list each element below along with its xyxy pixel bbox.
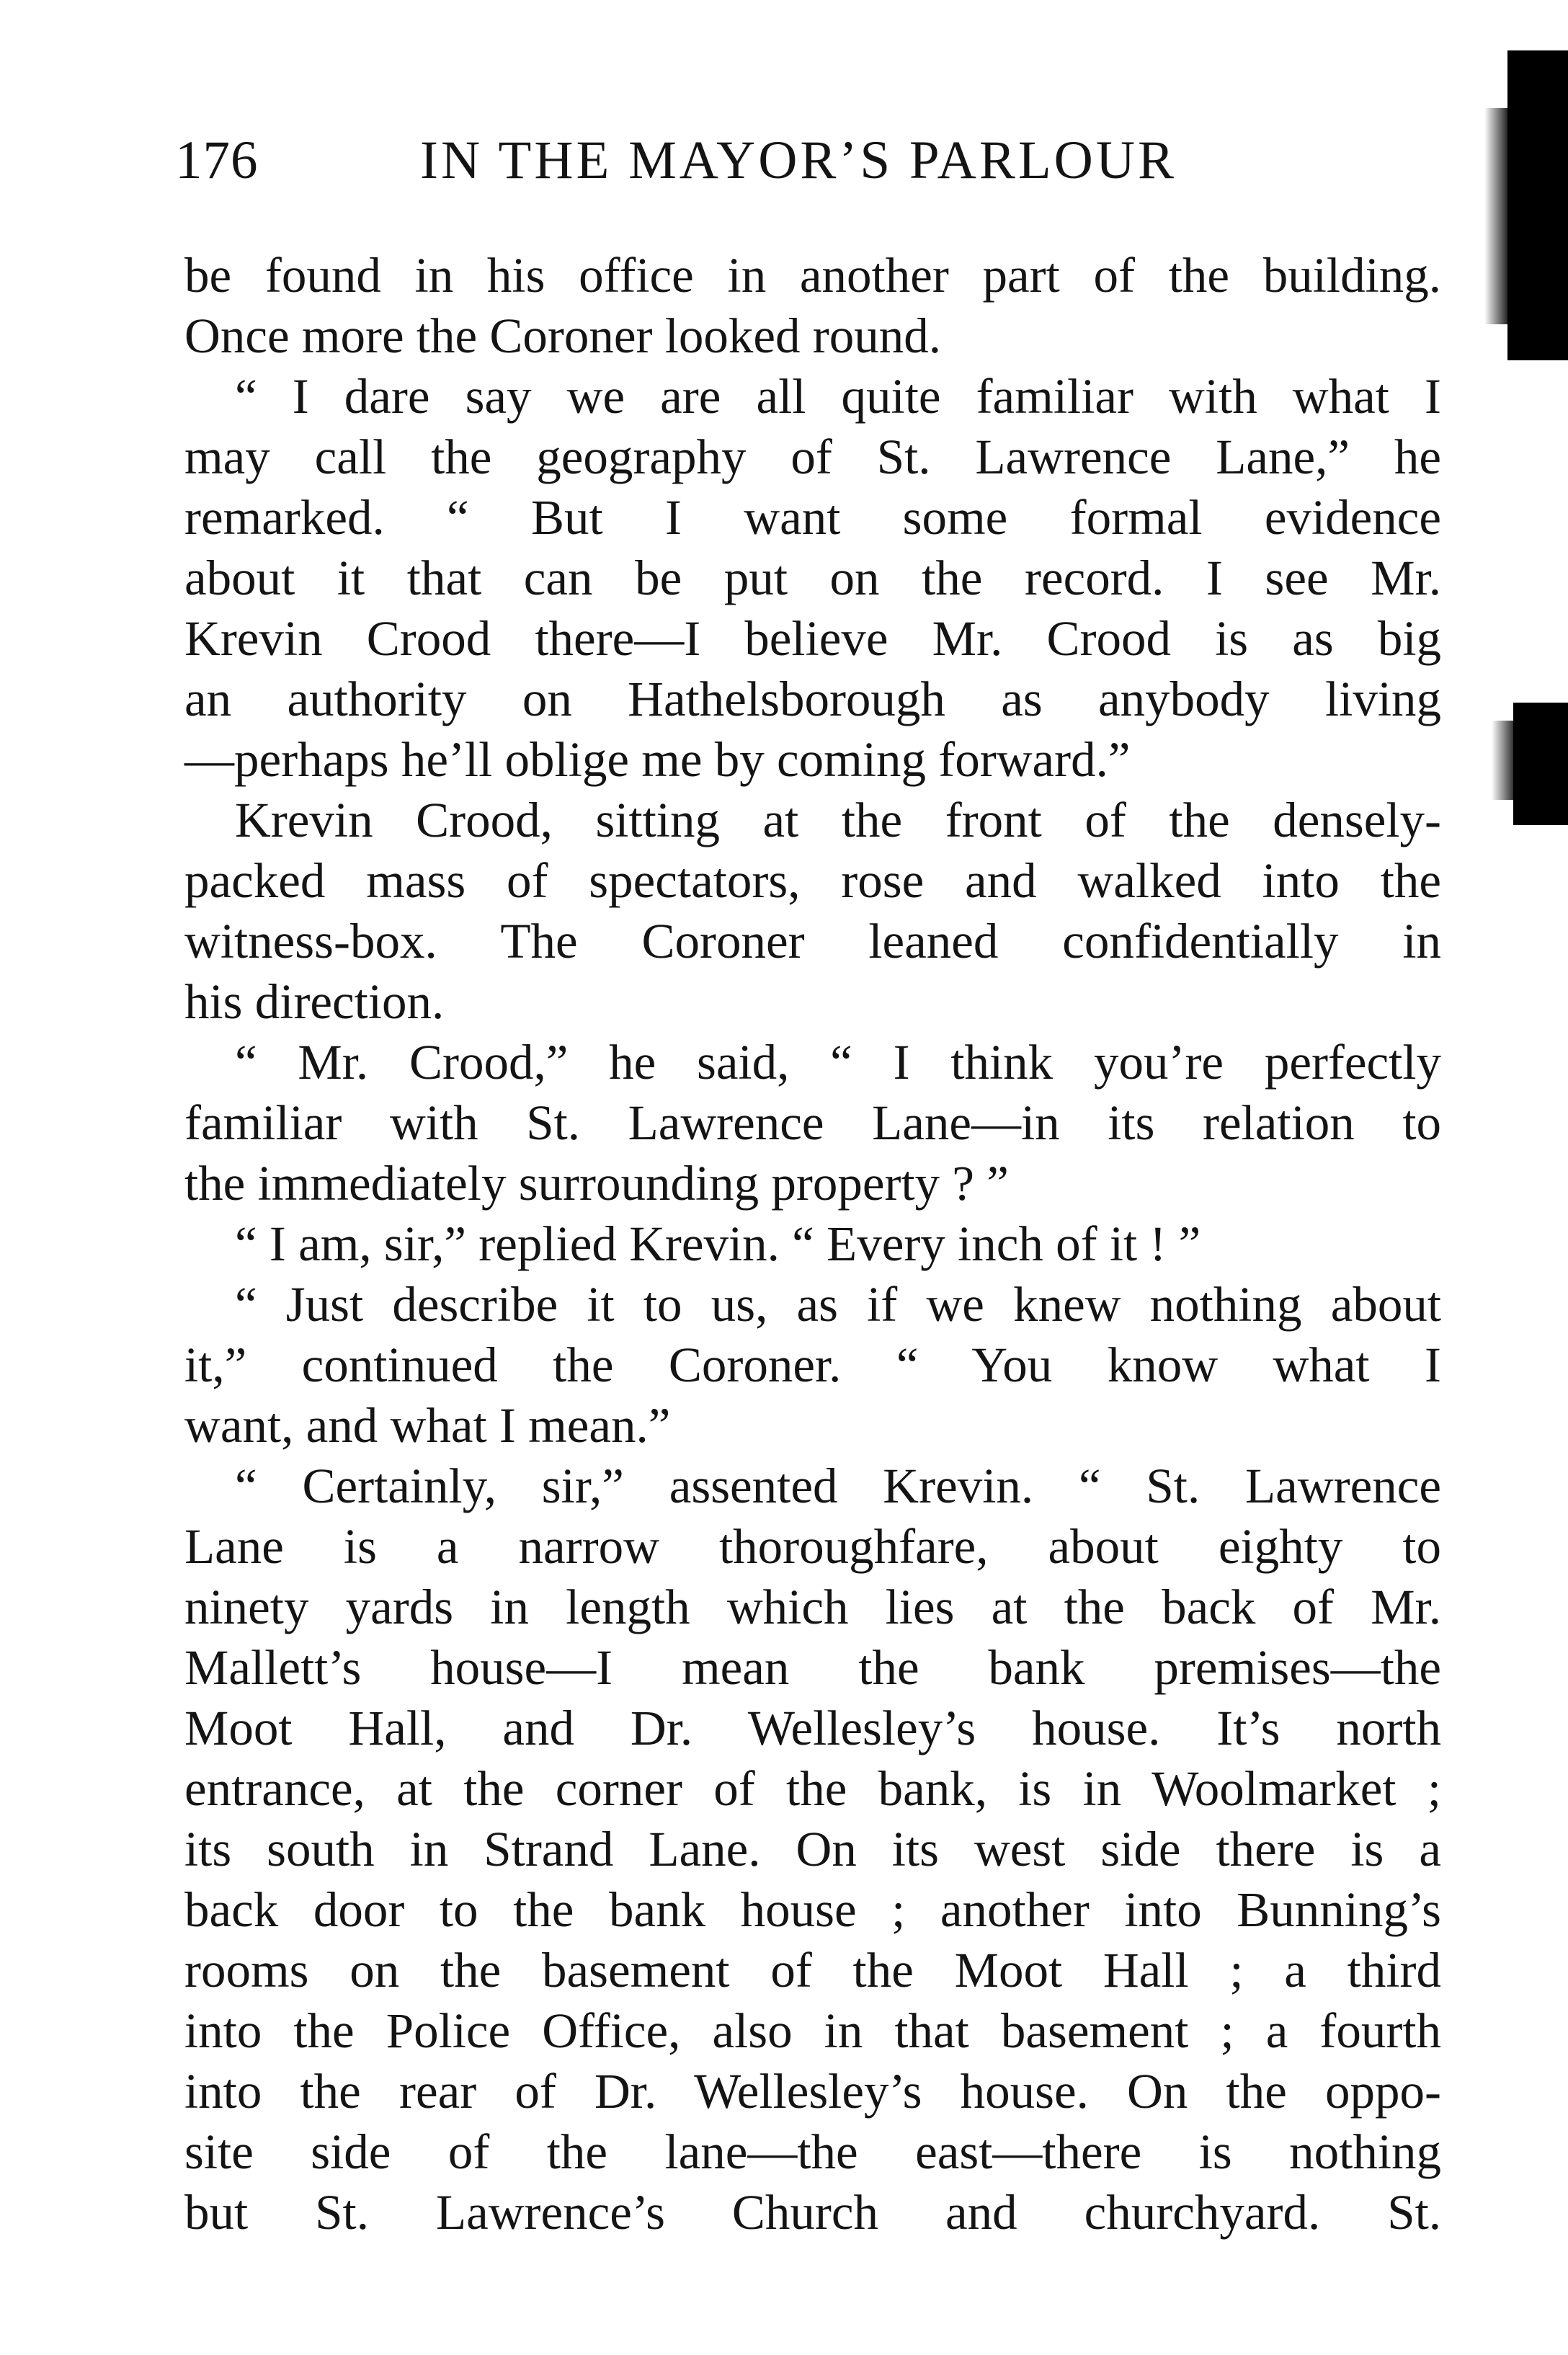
scan-edge-middle xyxy=(1513,703,1568,825)
text-line: his direction. xyxy=(184,974,445,1029)
text-line: want, and what I mean.” xyxy=(184,1398,671,1453)
body-text xyxy=(184,245,1441,2243)
text-line: it,” continued the Coroner. “ You know what I xyxy=(184,1337,1441,1392)
text-line: Krevin Crood there—I believe Mr. Crood is as big xyxy=(184,611,1441,666)
text-line: “ Mr. Crood,” he said, “ I think you’re perfectly xyxy=(235,1035,1441,1090)
text-line: back door to the bank house ; another into Bunning’s xyxy=(184,1882,1441,1937)
text-line: site side of the lane—the east—there is nothing xyxy=(184,2124,1441,2179)
text-line: into the Police Office, also in that basement ; a fourth xyxy=(184,2003,1441,2058)
text-line: —perhaps he’ll oblige me by coming forward.” xyxy=(184,732,1131,787)
text-line: “ Just describe it to us, as if we knew nothing about xyxy=(235,1277,1441,1332)
scan-shadow-top xyxy=(1484,108,1507,324)
text-line: into the rear of Dr. Wellesley’s house. On the oppo- xyxy=(184,2064,1441,2119)
text-line: Once more the Coroner looked round. xyxy=(184,308,942,363)
text-line: rooms on the basement of the Moot Hall ; a third xyxy=(184,1943,1441,1998)
text-line: packed mass of spectators, rose and walked into the xyxy=(184,853,1441,908)
text-line: about it that can be put on the record. I see Mr. xyxy=(184,551,1441,605)
text-line: ninety yards in length which lies at the back of Mr. xyxy=(184,1580,1441,1634)
text-line: entrance, at the corner of the bank, is in Woolmarket ; xyxy=(184,1761,1441,1816)
scan-shadow-middle xyxy=(1492,721,1513,800)
text-line: remarked. “ But I want some formal evidence xyxy=(184,490,1441,545)
page-number: 176 xyxy=(175,130,259,190)
text-line: but St. Lawrence’s Church and churchyard. St. xyxy=(184,2185,1441,2240)
text-line: its south in Strand Lane. On its west side there is a xyxy=(184,1822,1441,1877)
text-line: be found in his office in another part of the building. xyxy=(184,248,1441,303)
text-line: an authority on Hathelsborough as anybody living xyxy=(184,672,1441,726)
text-line: may call the geography of St. Lawrence Lane,” he xyxy=(184,429,1441,484)
text-line: the immediately surrounding property ? ” xyxy=(184,1156,1009,1211)
running-head xyxy=(175,128,1436,193)
running-title: IN THE MAYOR’S PARLOUR xyxy=(420,130,1177,190)
text-line: “ Certainly, sir,” assented Krevin. “ St. Lawrence xyxy=(235,1459,1441,1513)
text-line: familiar with St. Lawrence Lane—in its relation to xyxy=(184,1095,1441,1150)
text-line: witness-box. The Coroner leaned confidentially in xyxy=(184,914,1441,969)
text-line: Lane is a narrow thoroughfare, about eighty to xyxy=(184,1519,1441,1574)
scan-edge-top xyxy=(1507,50,1568,360)
text-line: Mallett’s house—I mean the bank premises—the xyxy=(184,1640,1441,1695)
text-line: Moot Hall, and Dr. Wellesley’s house. It’s north xyxy=(184,1701,1441,1755)
text-line: Krevin Crood, sitting at the front of the densely- xyxy=(235,793,1441,847)
text-line: “ I dare say we are all quite familiar with what I xyxy=(235,369,1441,424)
text-line: “ I am, sir,” replied Krevin. “ Every inch of it ! ” xyxy=(235,1216,1201,1271)
